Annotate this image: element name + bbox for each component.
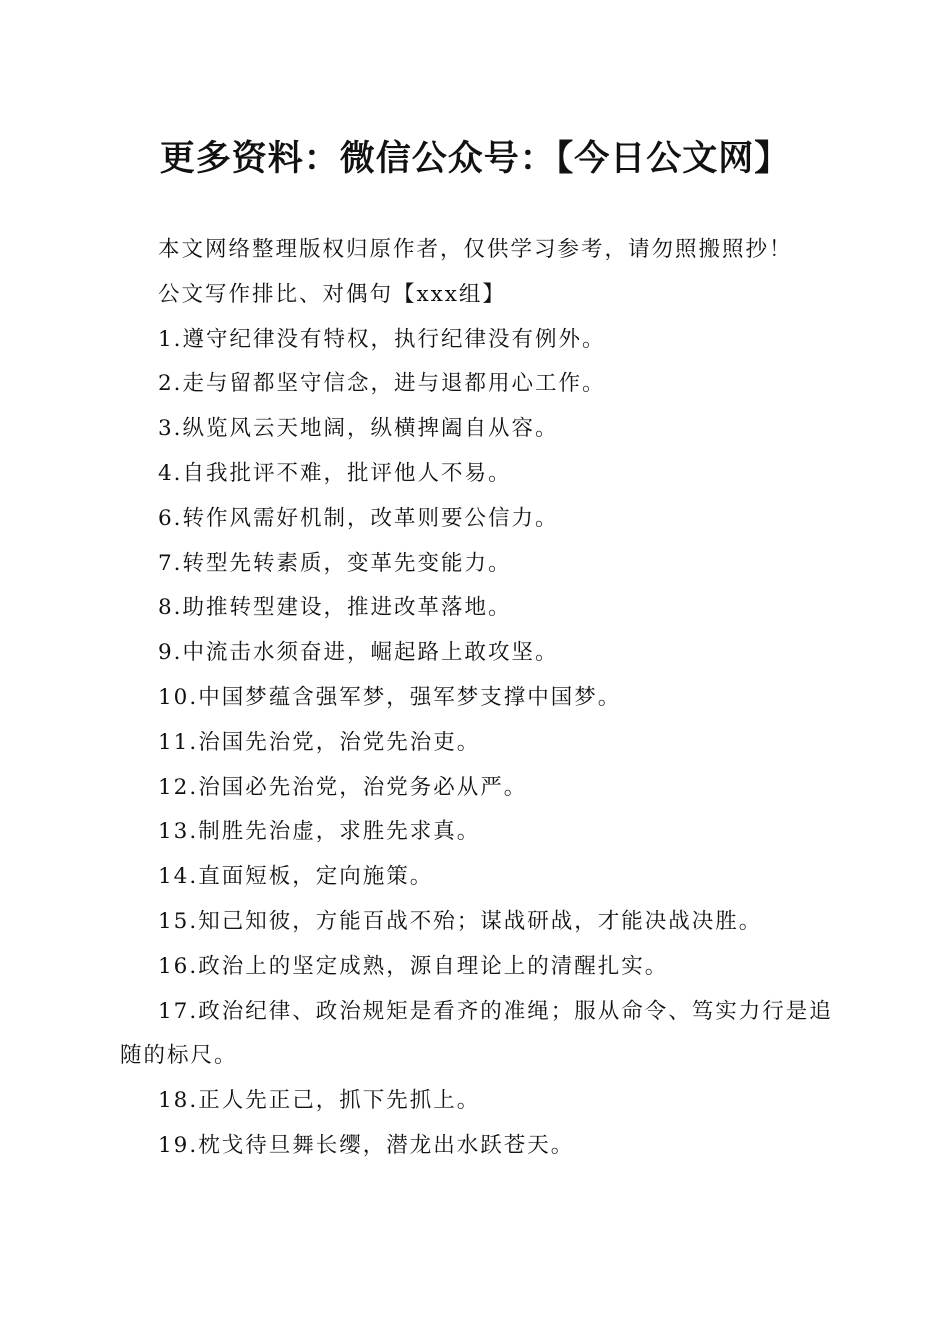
list-item: 10.中国梦蕴含强军梦，强军梦支撑中国梦。 xyxy=(158,684,622,710)
list-item: 17.政治纪律、政治规矩是看齐的准绳；服从命令、笃实力行是追随的标尺。 xyxy=(120,998,833,1069)
list-item: 2.走与留都坚守信念，进与退都用心工作。 xyxy=(158,371,606,397)
list-item: 14.直面短板，定向施策。 xyxy=(158,864,434,890)
list-item: 3.纵览风云天地阔，纵横捭阖自从容。 xyxy=(158,416,559,442)
paragraph-subtitle: 公文写作排比、对偶句【xxx组】 xyxy=(158,281,506,307)
list-item: 11.治国先治党，治党先治吏。 xyxy=(158,729,481,755)
list-item: 12.治国必先治党，治党务必从严。 xyxy=(158,774,528,800)
document-body xyxy=(120,228,840,1169)
list-item: 16.政治上的坚定成熟，源自理论上的清醒扎实。 xyxy=(158,953,669,979)
list-item: 4.自我批评不难，批评他人不易。 xyxy=(158,460,512,486)
paragraph-copyright-notice: 本文网络整理版权归原作者，仅供学习参考，请勿照搬照抄！ xyxy=(158,237,793,262)
list-item: 19.枕戈待旦舞长缨，潜龙出水跃苍天。 xyxy=(158,1132,575,1158)
list-item: 7.转型先转素质，变革先变能力。 xyxy=(158,550,512,576)
list-item: 13.制胜先治虚，求胜先求真。 xyxy=(158,819,481,845)
list-item: 9.中流击水须奋进，崛起路上敢攻坚。 xyxy=(158,640,559,666)
list-item: 18.正人先正己，抓下先抓上。 xyxy=(158,1088,481,1114)
list-item: 8.助推转型建设，推进改革落地。 xyxy=(158,595,512,621)
list-item: 6.转作风需好机制，改革则要公信力。 xyxy=(158,505,559,531)
list-item: 1.遵守纪律没有特权，执行纪律没有例外。 xyxy=(158,326,606,352)
list-item: 15.知己知彼，方能百战不殆；谋战研战，才能决战决胜。 xyxy=(158,908,763,934)
document-title: 更多资料：微信公众号：【今日公文网】 xyxy=(159,138,791,179)
